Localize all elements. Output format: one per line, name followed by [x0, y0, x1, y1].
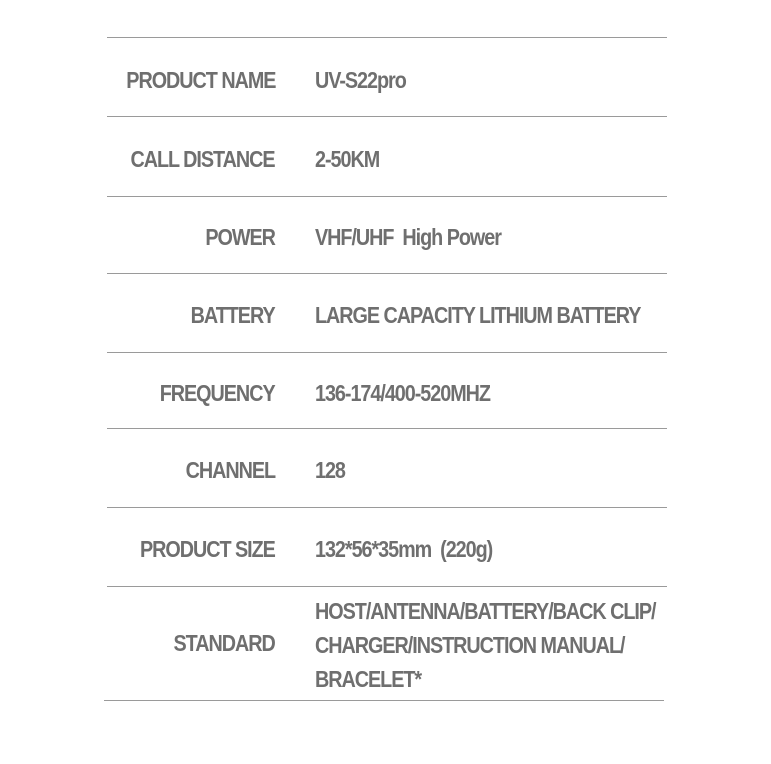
- spec-value-call-distance: 2-50KM: [315, 146, 380, 172]
- spec-value-frequency: 136-174/400-520MHZ: [315, 380, 490, 406]
- spec-value-product-size: 132*56*35mm (220g): [315, 536, 493, 562]
- spec-label-frequency: FREQUENCY: [160, 380, 275, 406]
- spec-value-standard-line: BRACELET*: [315, 666, 422, 692]
- spec-label-battery: BATTERY: [191, 302, 275, 328]
- spec-label-channel: CHANNEL: [185, 457, 275, 483]
- table-divider: [107, 586, 667, 587]
- table-divider: [107, 116, 667, 117]
- spec-value-standard-line: CHARGER/INSTRUCTION MANUAL/: [315, 632, 625, 658]
- spec-label-product-name: PRODUCT NAME: [125, 67, 275, 93]
- spec-value-product-name: UV-S22pro: [315, 67, 406, 93]
- spec-value-standard-line: HOST/ANTENNA/BATTERY/BACK CLIP/: [315, 598, 656, 624]
- spec-label-standard: STANDARD: [173, 630, 275, 656]
- table-divider: [107, 352, 667, 353]
- spec-value-channel: 128: [315, 457, 345, 483]
- table-divider: [107, 428, 667, 429]
- spec-label-call-distance: CALL DISTANCE: [130, 146, 275, 172]
- table-divider: [107, 196, 667, 197]
- table-divider: [107, 507, 667, 508]
- table-divider: [107, 273, 667, 274]
- spec-label-power: POWER: [205, 224, 275, 250]
- spec-value-power: VHF/UHF High Power: [315, 224, 501, 250]
- table-divider: [107, 37, 667, 38]
- table-divider: [104, 700, 664, 701]
- spec-label-product-size: PRODUCT SIZE: [140, 536, 275, 562]
- spec-value-battery: LARGE CAPACITY LITHIUM BATTERY: [315, 302, 641, 328]
